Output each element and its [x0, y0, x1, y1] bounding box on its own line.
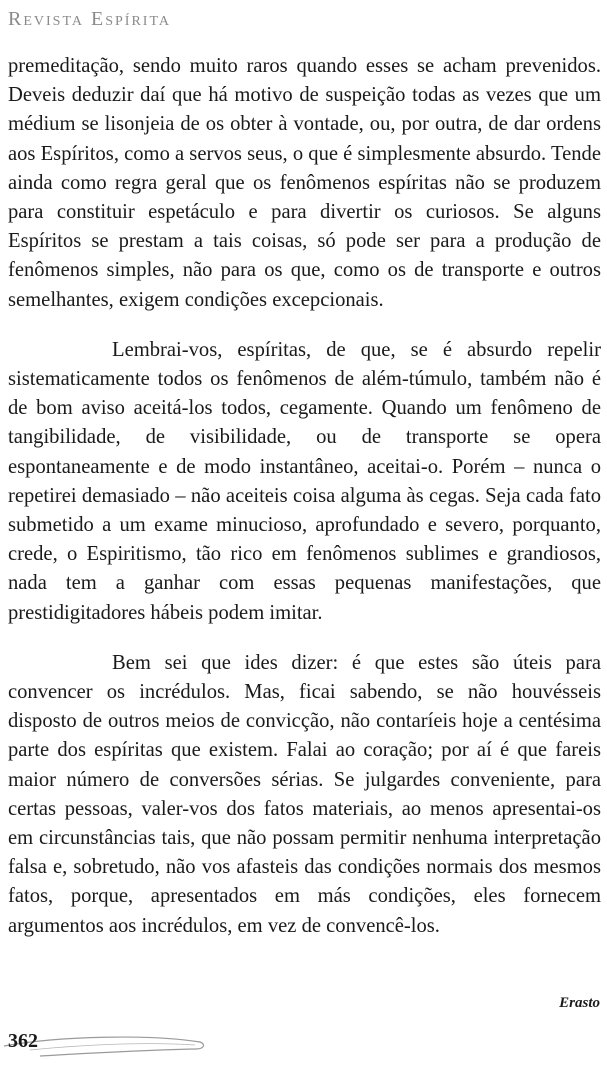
author-signature: Erasto	[559, 995, 600, 1011]
running-header: Revista Espírita	[8, 8, 171, 30]
page-number: 362	[8, 1030, 38, 1052]
paragraph-2: Lembrai-vos, espíritas, de que, se é absurdo repelir sistematicamente todos os fenômenos de além-túmulo, também não é de bom aviso aceitá-los todos, cegamente. Quando um fenômeno de tangibilidade, de visibilidade, ou de transporte se opera espontaneamente e de modo instantâneo, aceitai-o. Porém – nunca o repetirei demasiado – não aceiteis coisa alguma às cegas. Seja cada fato submetido a um exame minucioso, aprofundado e severo, porquanto, crede, o Espiritismo, tão rico em fenômenos sublimes e grandiosos, nada tem a ganhar com essas pequenas manifestações, que prestidigitadores hábeis podem imitar.	[8, 338, 601, 624]
paragraph-1: premeditação, sendo muito raros quando esses se acham prevenidos. Deveis deduzir daí que há motivo de suspeição todas as vezes que um médium se lisonjeia de os obter à vontade, ou, por outra, de dar ordens aos Espíritos, como a servos seus, o que é simplesmente absurdo. Tende ainda como regra geral que os fenômenos espíritas não se produzem para constituir espetáculo e para divertir os curiosos. Se alguns Espíritos se prestam a tais coisas, só pode ser para a produção de fenômenos simples, não para os que, como os de transporte e outros semelhantes, exigem condições excepcionais.	[8, 55, 601, 311]
paragraph-3: Bem sei que ides dizer: é que estes são úteis para convencer os incrédulos. Mas, ficai sabendo, se não houvésseis disposto de outros meios de convicção, não contaríeis hoje a centésima parte dos espíritas que existem. Falai ao coração; por aí é que fareis maior número de conversões sérias. Se julgardes conveniente, para certas pessoas, valer-vos dos fatos materiais, ao menos apresentai-os em circunstâncias tais, que não possam permitir nenhuma interpretação falsa e, sobretudo, não vos afasteis das condições normais dos mesmos fatos, porque, apresentados em más condições, eles fornecem argumentos aos incrédulos, em vez de convencê-los.	[8, 651, 601, 937]
body-text	[8, 52, 601, 941]
